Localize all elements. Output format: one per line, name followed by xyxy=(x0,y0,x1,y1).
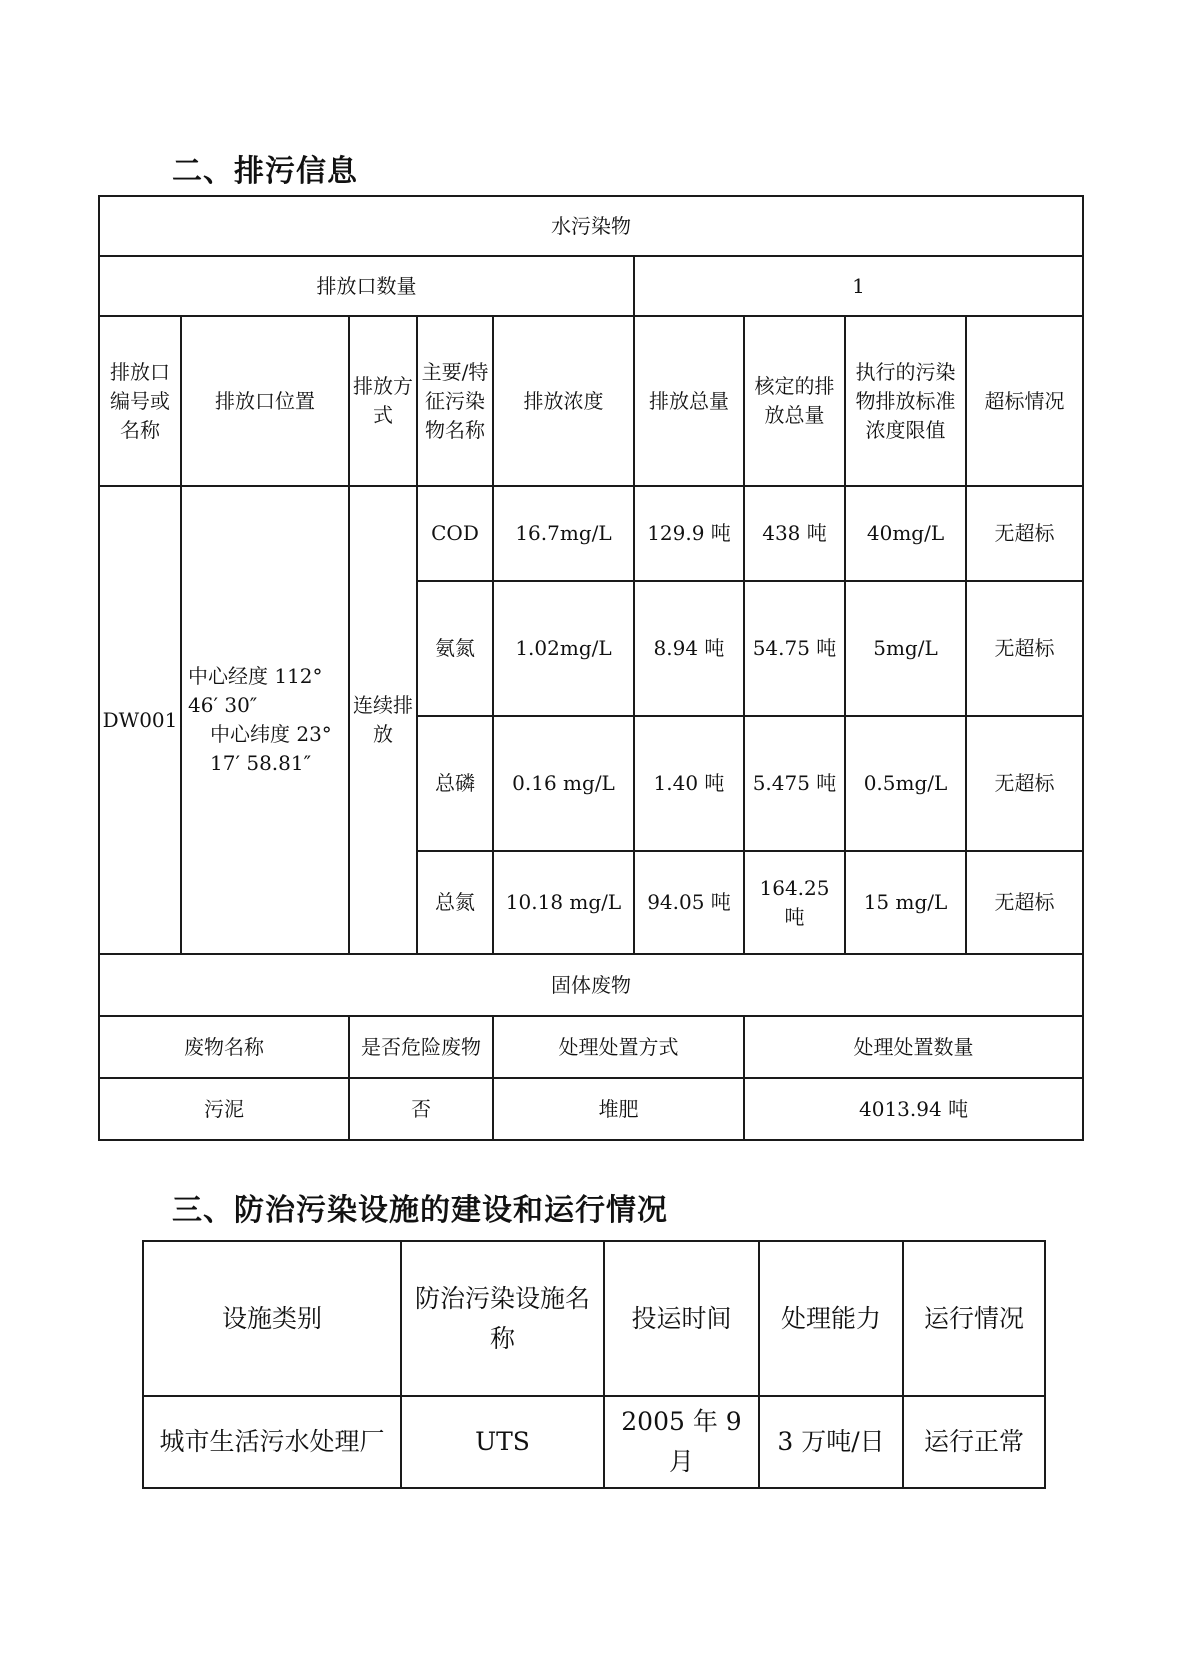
outlet-latitude-line1: 中心纬度 23° xyxy=(210,722,332,746)
row-phosphorus-approved: 5.475 吨 xyxy=(744,716,845,851)
row-phosphorus-exceed: 无超标 xyxy=(966,716,1083,851)
row-cod-approved: 438 吨 xyxy=(744,486,845,581)
outlet-longitude-line2: 46′ 30″ xyxy=(188,693,258,717)
row-ammonia-concentration: 1.02mg/L xyxy=(493,581,634,716)
facility-category: 城市生活污水处理厂 xyxy=(143,1396,401,1488)
row-cod-pollutant: COD xyxy=(417,486,493,581)
outlet-count-value: 1 xyxy=(634,256,1083,316)
col-header-concentration: 排放浓度 xyxy=(493,316,634,486)
row-cod-total: 129.9 吨 xyxy=(634,486,744,581)
row-ammonia-total: 8.94 吨 xyxy=(634,581,744,716)
row-phosphorus-pollutant: 总磷 xyxy=(417,716,493,851)
water-pollutant-header: 水污染物 xyxy=(99,196,1083,256)
outlet-count-label: 排放口数量 xyxy=(99,256,634,316)
row-phosphorus-total: 1.40 吨 xyxy=(634,716,744,851)
facility-start-time: 2005 年 9 月 xyxy=(604,1396,759,1488)
row-nitrogen-limit: 15 mg/L xyxy=(845,851,966,954)
waste-hazardous: 否 xyxy=(349,1078,493,1140)
row-ammonia-exceed: 无超标 xyxy=(966,581,1083,716)
waste-quantity: 4013.94 吨 xyxy=(744,1078,1083,1140)
solid-waste-header: 固体废物 xyxy=(99,954,1083,1016)
col-header-total: 排放总量 xyxy=(634,316,744,486)
col-header-standard-limit: 执行的污染物排放标准浓度限值 xyxy=(845,316,966,486)
col-header-waste-name: 废物名称 xyxy=(99,1016,349,1078)
col-header-facility-name: 防治污染设施名称 xyxy=(401,1241,604,1396)
row-nitrogen-exceed: 无超标 xyxy=(966,851,1083,954)
emission-info-table xyxy=(98,195,1084,1141)
col-header-status: 运行情况 xyxy=(903,1241,1045,1396)
row-cod-limit: 40mg/L xyxy=(845,486,966,581)
row-nitrogen-pollutant: 总氮 xyxy=(417,851,493,954)
col-header-pollutant: 主要/特征污染物名称 xyxy=(417,316,493,486)
row-nitrogen-total: 94.05 吨 xyxy=(634,851,744,954)
outlet-location xyxy=(181,486,349,954)
row-nitrogen-concentration: 10.18 mg/L xyxy=(493,851,634,954)
facility-capacity: 3 万吨/日 xyxy=(759,1396,903,1488)
row-nitrogen-approved: 164.25 吨 xyxy=(744,851,845,954)
col-header-method: 处理处置方式 xyxy=(493,1016,744,1078)
col-header-capacity: 处理能力 xyxy=(759,1241,903,1396)
col-header-outlet-location: 排放口位置 xyxy=(181,316,349,486)
row-cod-exceed: 无超标 xyxy=(966,486,1083,581)
col-header-outlet-id: 排放口编号或名称 xyxy=(99,316,181,486)
outlet-latitude-line2: 17′ 58.81″ xyxy=(210,751,312,775)
row-ammonia-pollutant: 氨氮 xyxy=(417,581,493,716)
row-ammonia-approved: 54.75 吨 xyxy=(744,581,845,716)
row-phosphorus-limit: 0.5mg/L xyxy=(845,716,966,851)
col-header-hazardous: 是否危险废物 xyxy=(349,1016,493,1078)
col-header-approved-total: 核定的排放总量 xyxy=(744,316,845,486)
row-ammonia-limit: 5mg/L xyxy=(845,581,966,716)
outlet-discharge-mode: 连续排放 xyxy=(349,486,417,954)
facility-name: UTS xyxy=(401,1396,604,1488)
facility-status: 运行正常 xyxy=(903,1396,1045,1488)
col-header-start-time: 投运时间 xyxy=(604,1241,759,1396)
facility-table xyxy=(142,1240,1046,1489)
section-title-emission-info: 二、排污信息 xyxy=(172,154,358,189)
row-cod-concentration: 16.7mg/L xyxy=(493,486,634,581)
section-title-facility: 三、防治污染设施的建设和运行情况 xyxy=(172,1193,668,1228)
col-header-exceed: 超标情况 xyxy=(966,316,1083,486)
outlet-longitude-line1: 中心经度 112° xyxy=(188,664,323,688)
row-phosphorus-concentration: 0.16 mg/L xyxy=(493,716,634,851)
col-header-quantity: 处理处置数量 xyxy=(744,1016,1083,1078)
col-header-discharge-mode: 排放方式 xyxy=(349,316,417,486)
outlet-id: DW001 xyxy=(99,486,181,954)
waste-name: 污泥 xyxy=(99,1078,349,1140)
waste-method: 堆肥 xyxy=(493,1078,744,1140)
col-header-facility-category: 设施类别 xyxy=(143,1241,401,1396)
